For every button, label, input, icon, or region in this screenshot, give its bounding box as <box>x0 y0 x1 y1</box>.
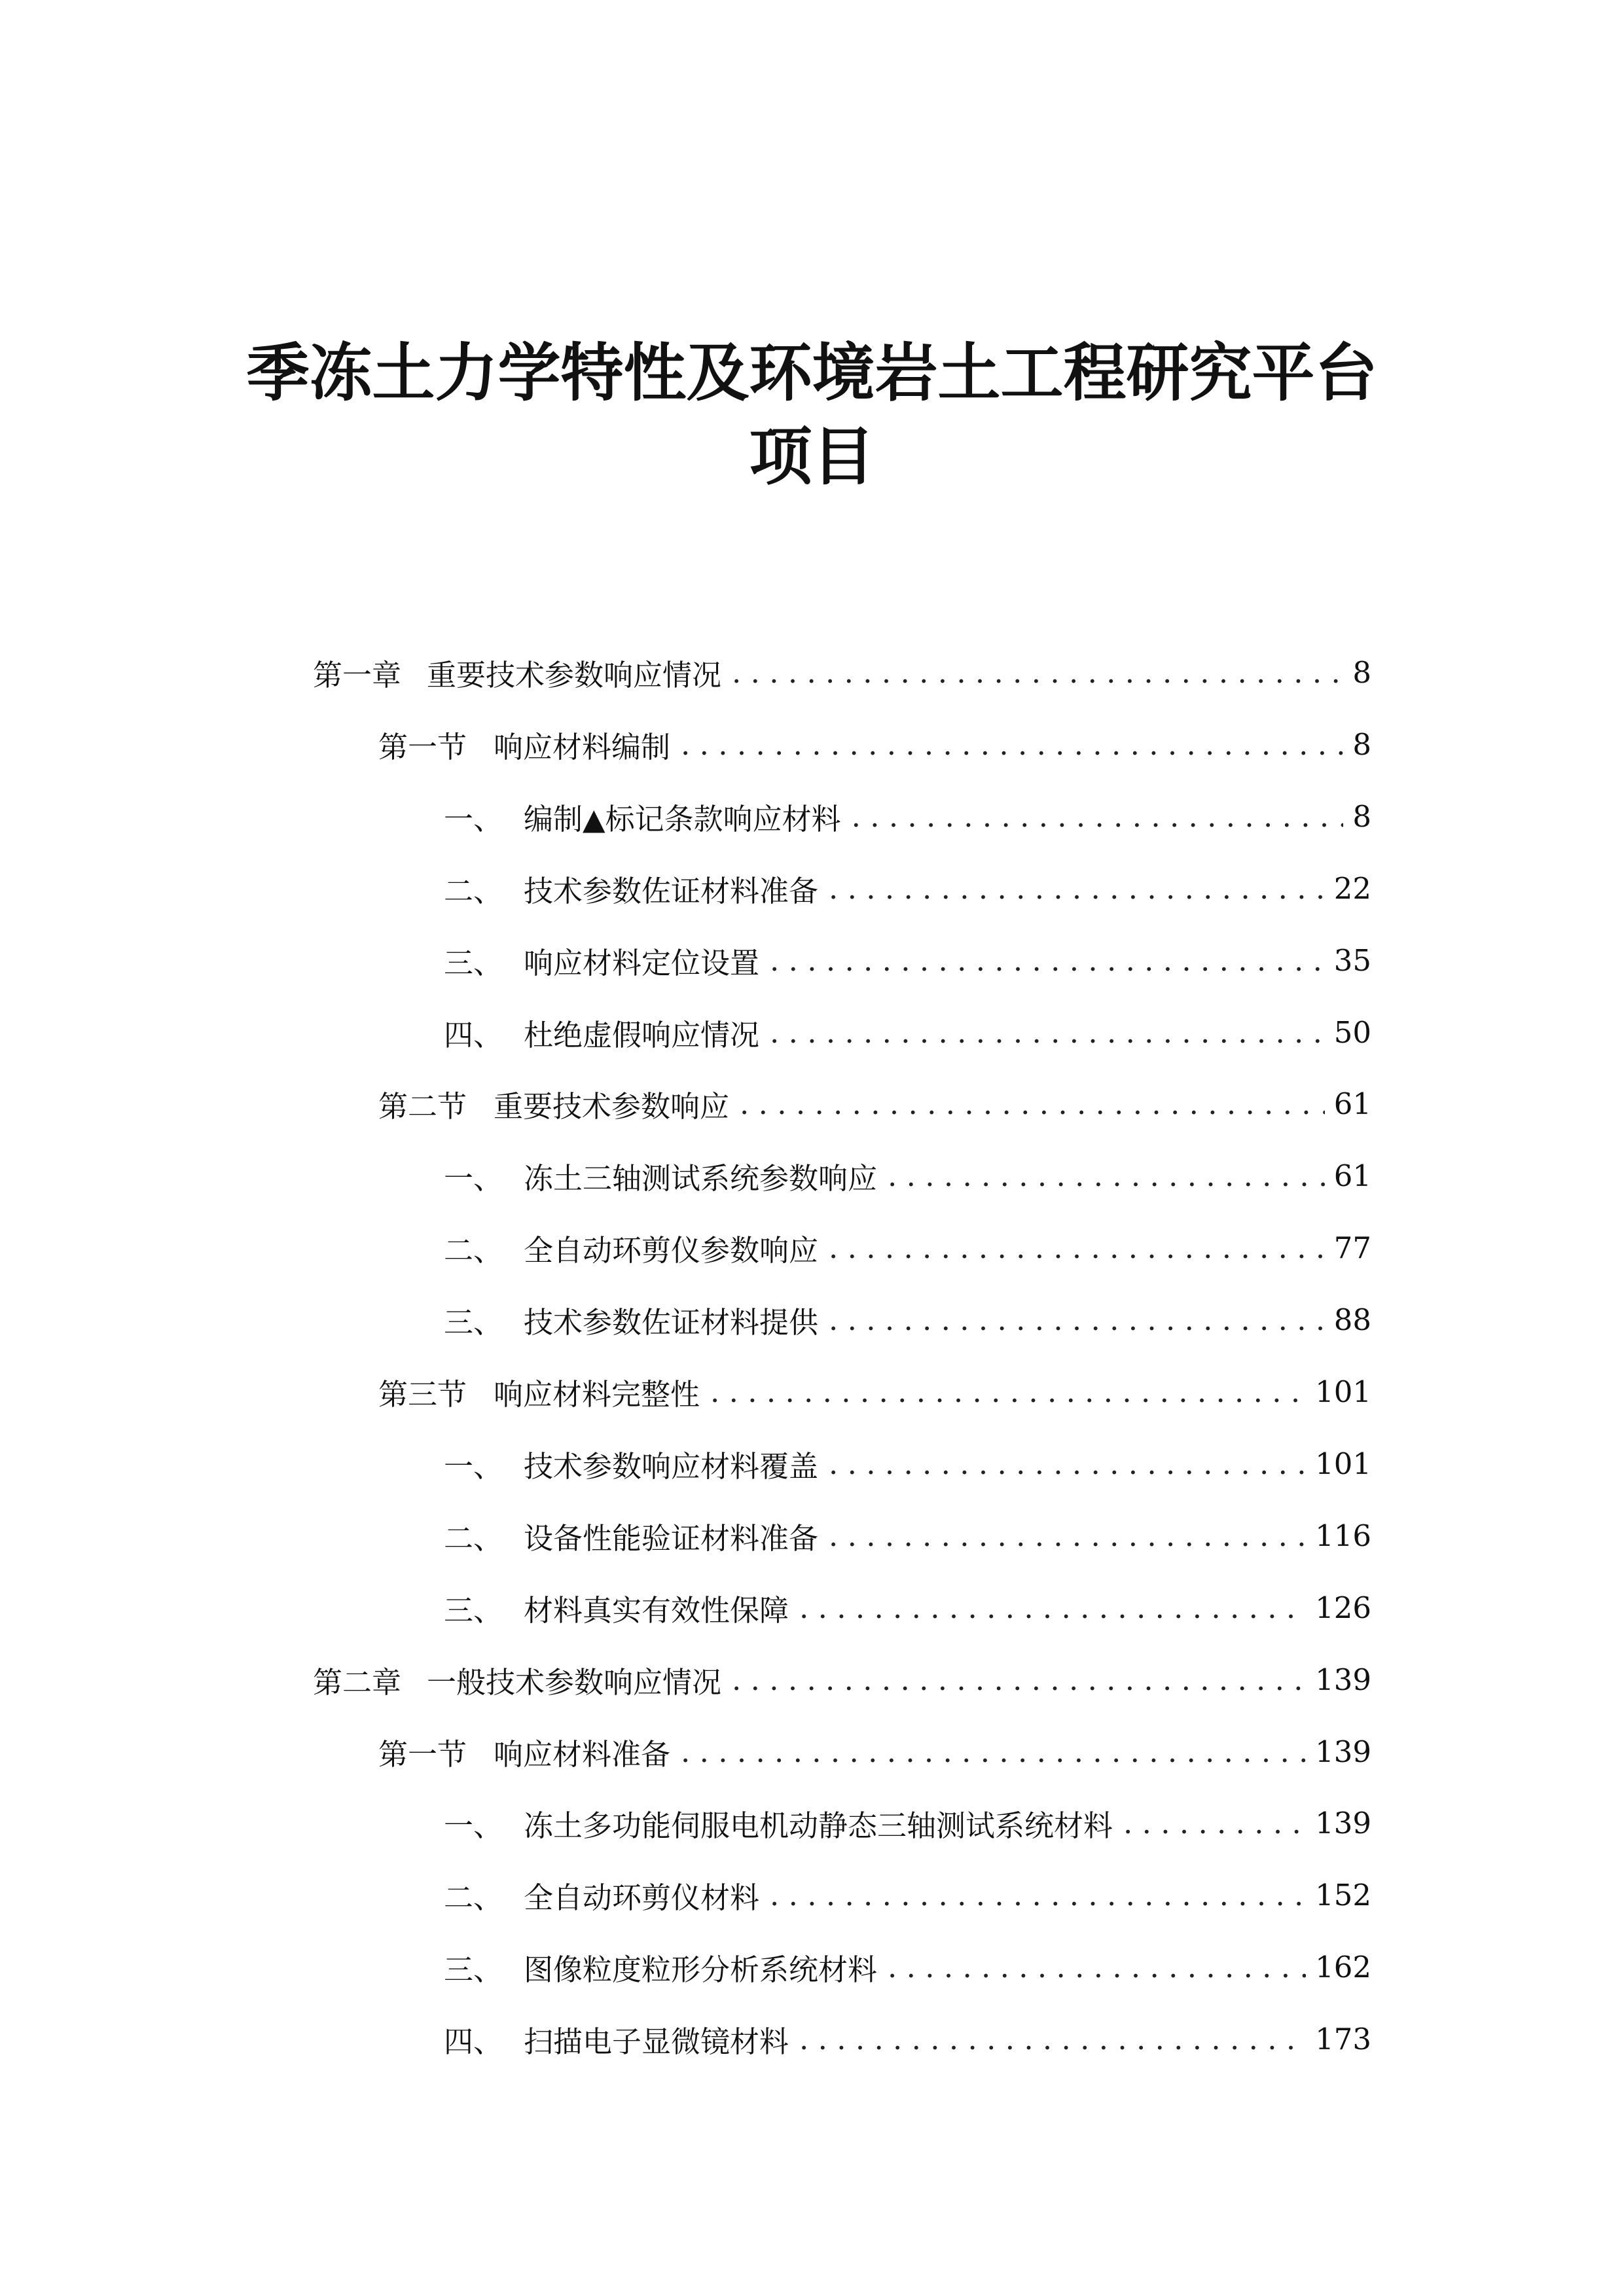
document-title-line-2: 项目 <box>749 420 875 493</box>
toc-page-number: 152 <box>1315 1877 1371 1912</box>
toc-entry-number: 一、 <box>444 1160 503 1196</box>
toc-entry-number: 三、 <box>444 1592 503 1628</box>
dot-leader <box>732 655 1343 690</box>
dot-leader <box>770 943 1325 978</box>
dot-leader <box>799 1590 1306 1625</box>
toc-entry-item[interactable] <box>444 1225 1371 1270</box>
toc-page-number: 88 <box>1333 1302 1371 1337</box>
dot-leader <box>799 2022 1306 2056</box>
toc-entry-title: 全自动环剪仪参数响应 <box>524 1232 819 1268</box>
toc-entry-number: 一、 <box>444 1448 503 1484</box>
toc-entry-item[interactable] <box>444 793 1371 839</box>
dot-leader <box>829 1446 1306 1481</box>
toc-entry-title: 冻土三轴测试系统参数响应 <box>524 1160 878 1196</box>
toc-entry-title: 图像粒度粒形分析系统材料 <box>524 1952 878 1987</box>
dot-leader <box>732 1662 1306 1697</box>
toc-entry-title: 冻土多功能伺服电机动静态三轴测试系统材料 <box>524 1808 1113 1843</box>
document-title-line-1: 季冻土力学特性及环境岩土工程研究平台 <box>246 336 1378 410</box>
toc-entry-section[interactable] <box>378 1729 1371 1774</box>
toc-entry-number: 第一节 <box>378 729 467 764</box>
toc-entry-title: 扫描电子显微镜材料 <box>524 2024 789 2059</box>
toc-entry-number: 一、 <box>444 1808 503 1843</box>
toc-entry-title: 技术参数佐证材料提供 <box>524 1304 819 1340</box>
toc-page-number: 8 <box>1352 726 1371 762</box>
toc-entry-title: 一般技术参数响应情况 <box>427 1664 722 1700</box>
dot-leader <box>888 1158 1325 1193</box>
toc-entry-item[interactable] <box>444 2016 1371 2062</box>
toc-entry-item[interactable] <box>444 937 1371 983</box>
toc-page-number: 61 <box>1333 1158 1371 1193</box>
toc-entry-title: 响应材料准备 <box>494 1736 671 1772</box>
toc-entry-title: 编制▲标记条款响应材料 <box>524 801 841 836</box>
toc-entry-section[interactable] <box>378 1369 1371 1414</box>
toc-entry-number: 第一章 <box>313 657 402 692</box>
toc-entry-title: 技术参数佐证材料准备 <box>524 873 819 908</box>
dot-leader <box>740 1086 1325 1121</box>
dot-leader <box>770 1015 1325 1050</box>
toc-page-number: 8 <box>1352 655 1371 690</box>
toc-entry-item[interactable] <box>444 1441 1371 1486</box>
dot-leader <box>852 799 1344 834</box>
toc-page-number: 116 <box>1315 1518 1371 1553</box>
toc-entry-title: 重要技术参数响应情况 <box>427 657 722 692</box>
dot-leader <box>829 1518 1306 1553</box>
toc-entry-number: 二、 <box>444 1232 503 1268</box>
toc-entry-title: 技术参数响应材料覆盖 <box>524 1448 819 1484</box>
dot-leader <box>770 1878 1306 1912</box>
toc-entry-item[interactable] <box>444 1585 1371 1630</box>
toc-entry-item[interactable] <box>444 1872 1371 1918</box>
dot-leader <box>829 871 1325 906</box>
toc-entry-title: 响应材料定位设置 <box>524 945 760 980</box>
toc-entry-title: 响应材料完整性 <box>494 1376 700 1412</box>
toc-page-number: 101 <box>1315 1446 1371 1481</box>
toc-page-number: 50 <box>1333 1014 1371 1050</box>
toc-entry-item[interactable] <box>444 1297 1371 1342</box>
toc-page-number: 22 <box>1333 870 1371 906</box>
toc-entry-number: 三、 <box>444 945 503 980</box>
toc-entry-number: 二、 <box>444 1880 503 1915</box>
toc-entry-chapter[interactable] <box>313 1657 1371 1702</box>
toc-entry-item[interactable] <box>444 1800 1371 1846</box>
toc-entry-section[interactable] <box>378 721 1371 767</box>
toc-entry-item[interactable] <box>444 1153 1371 1198</box>
toc-page-number: 139 <box>1315 1734 1371 1769</box>
dot-leader <box>710 1374 1306 1409</box>
toc-entry-title: 全自动环剪仪材料 <box>524 1880 760 1915</box>
dot-leader <box>888 1950 1306 1984</box>
toc-entry-number: 一、 <box>444 801 503 836</box>
toc-entry-number: 第二节 <box>378 1088 467 1124</box>
toc-page-number: 139 <box>1315 1805 1371 1840</box>
toc-entry-item[interactable] <box>444 1944 1371 1990</box>
toc-page-number: 8 <box>1352 798 1371 834</box>
dot-leader <box>681 727 1343 762</box>
toc-entry-section[interactable] <box>378 1081 1371 1126</box>
toc-page-number: 61 <box>1333 1086 1371 1121</box>
toc-entry-item[interactable] <box>444 865 1371 911</box>
toc-page-number: 162 <box>1315 1949 1371 1984</box>
toc-page-number: 35 <box>1333 942 1371 978</box>
toc-entry-number: 二、 <box>444 873 503 908</box>
toc-page-number: 126 <box>1315 1590 1371 1625</box>
toc-page-number: 139 <box>1315 1662 1371 1697</box>
toc-page-number: 173 <box>1315 2021 1371 2056</box>
toc-entry-item[interactable] <box>444 1513 1371 1558</box>
toc-entry-title: 重要技术参数响应 <box>494 1088 730 1124</box>
toc-entry-title: 响应材料编制 <box>494 729 671 764</box>
dot-leader <box>829 1230 1325 1265</box>
toc-entry-number: 第三节 <box>378 1376 467 1412</box>
toc-entry-number: 四、 <box>444 1017 503 1052</box>
toc-entry-item[interactable] <box>444 1009 1371 1055</box>
dot-leader <box>681 1734 1306 1769</box>
toc-entry-number: 二、 <box>444 1520 503 1556</box>
toc-entry-title: 杜绝虚假响应情况 <box>524 1017 760 1052</box>
toc-page-number: 77 <box>1333 1230 1371 1265</box>
dot-leader <box>829 1302 1325 1337</box>
toc-entry-number: 第二章 <box>313 1664 402 1700</box>
toc-entry-number: 三、 <box>444 1304 503 1340</box>
toc-entry-number: 三、 <box>444 1952 503 1987</box>
toc-entry-number: 第一节 <box>378 1736 467 1772</box>
toc-page-number: 101 <box>1315 1374 1371 1409</box>
toc-entry-number: 四、 <box>444 2024 503 2059</box>
toc-entry-chapter[interactable] <box>313 649 1371 695</box>
toc-entry-title: 设备性能验证材料准备 <box>524 1520 819 1556</box>
dot-leader <box>1123 1806 1306 1840</box>
toc-entry-title: 材料真实有效性保障 <box>524 1592 789 1628</box>
